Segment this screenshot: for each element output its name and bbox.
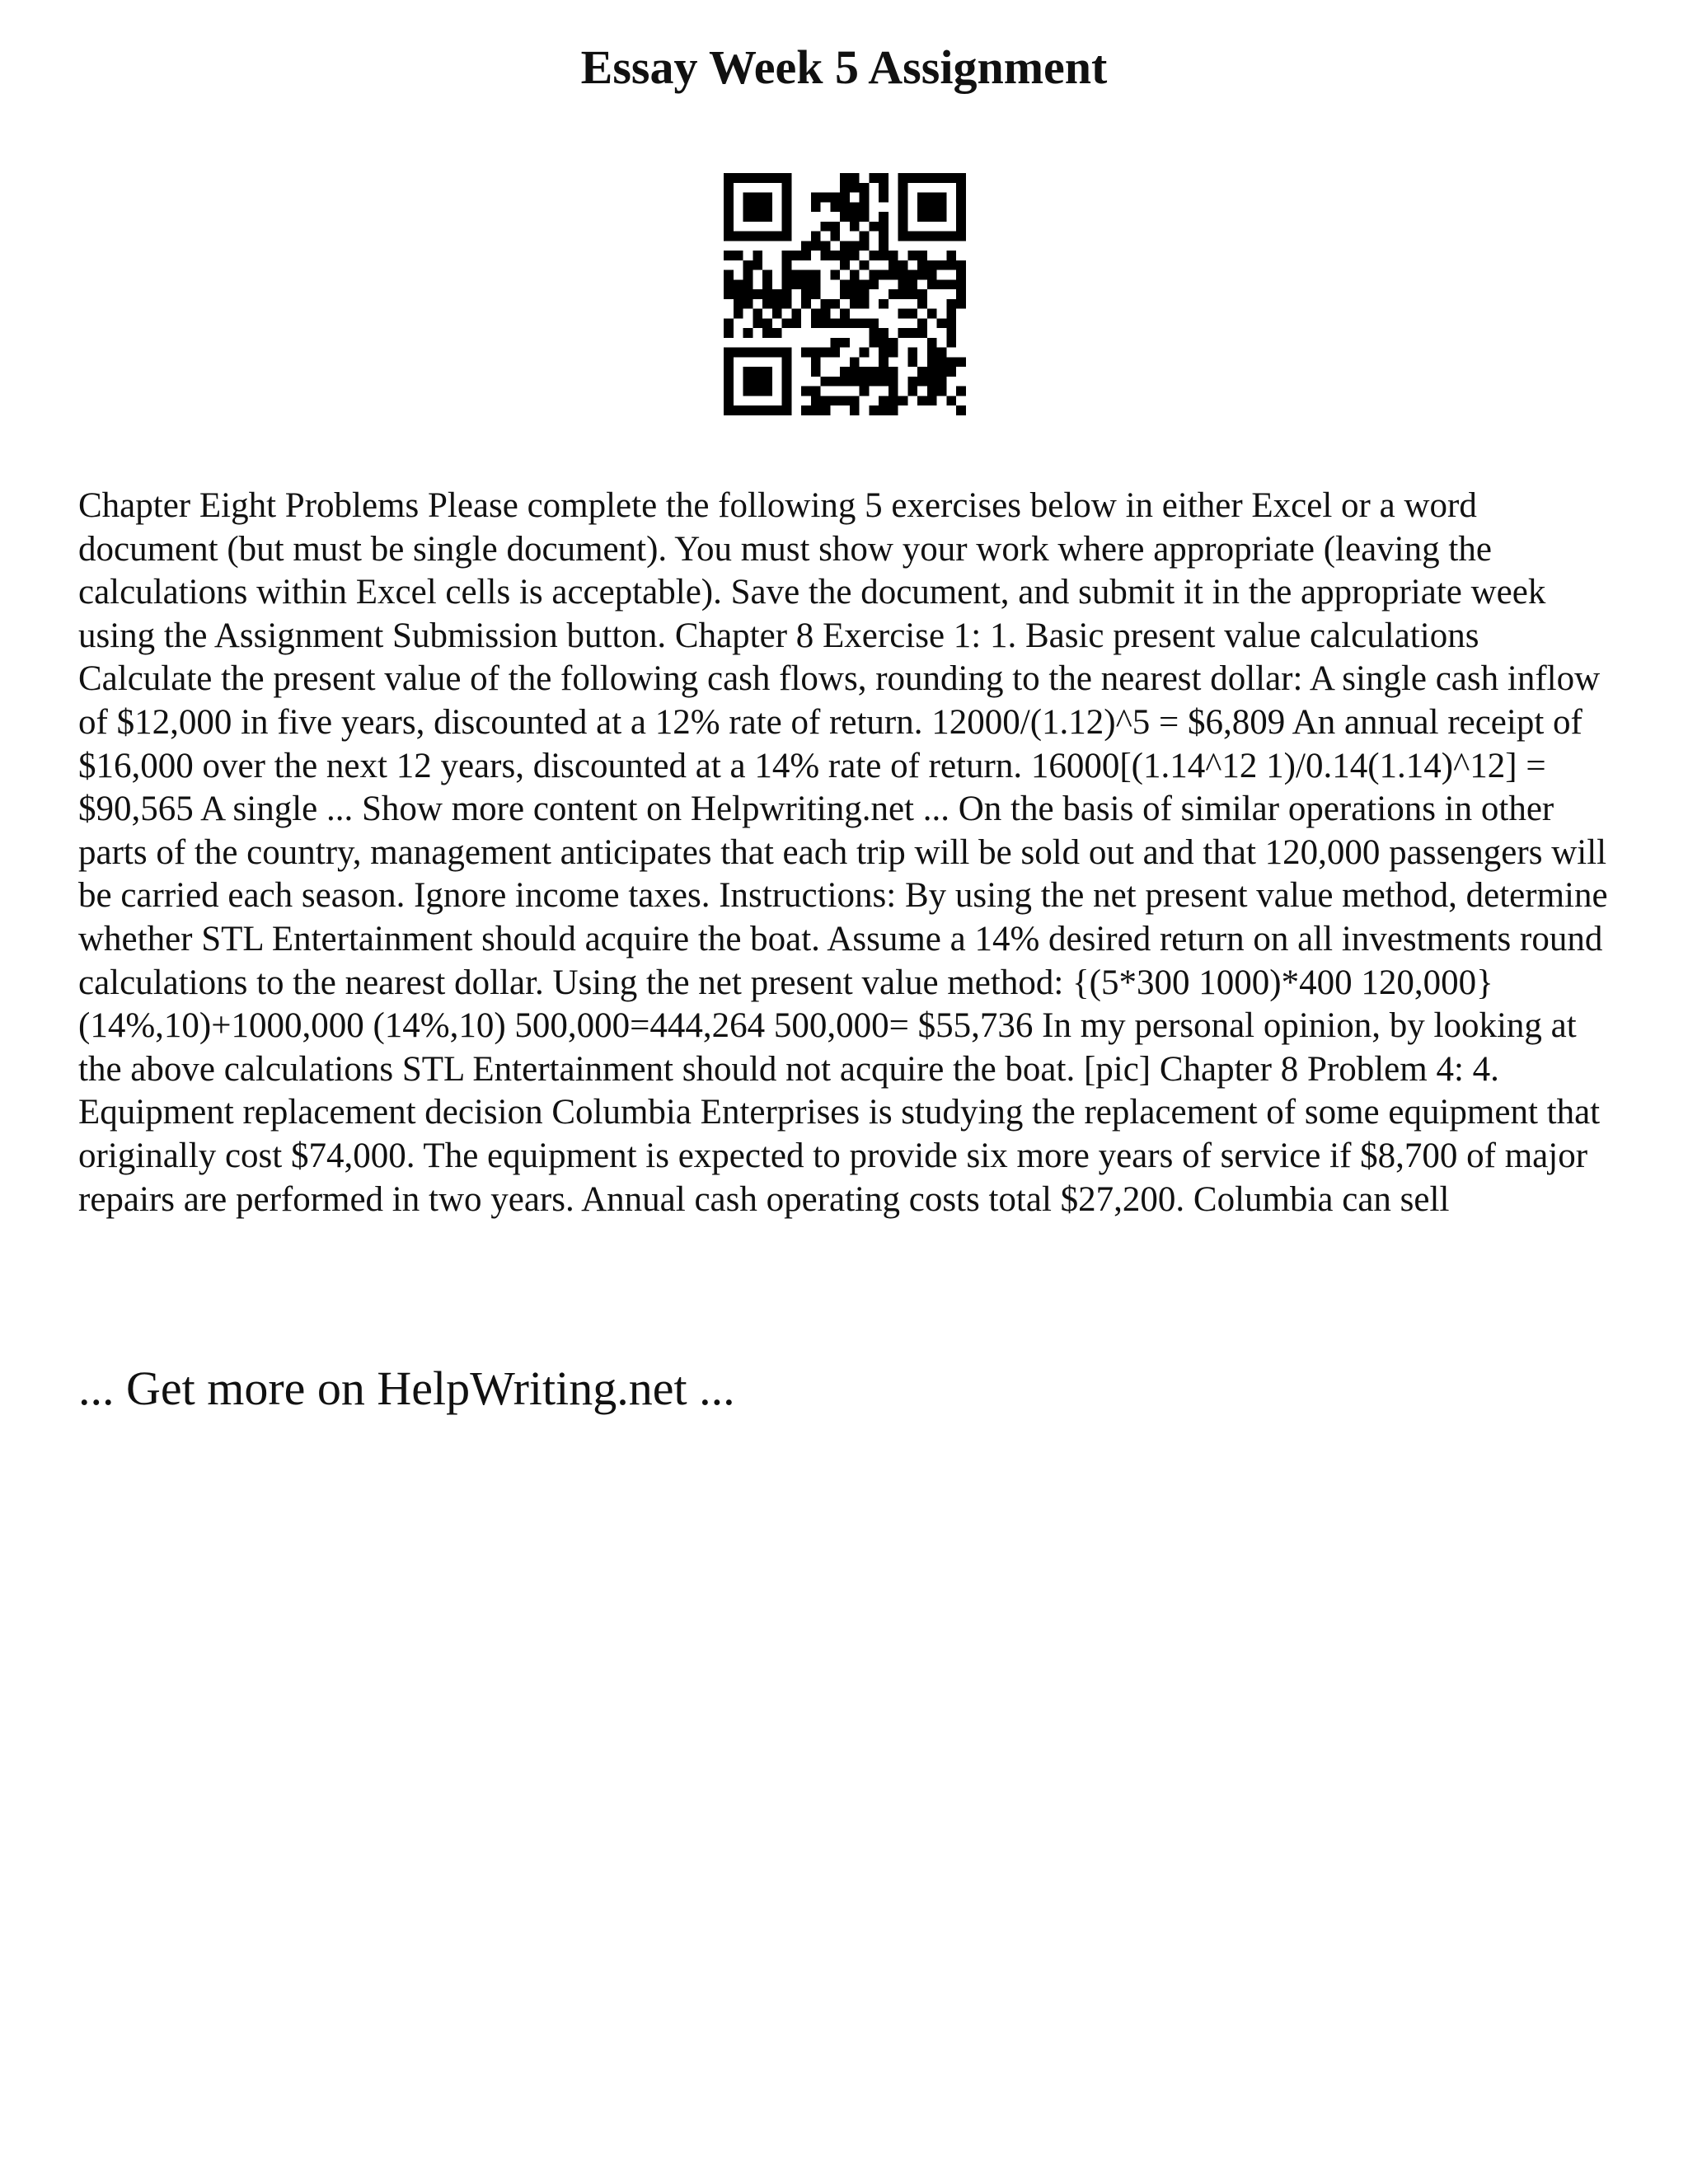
document-title: Essay Week 5 Assignment [580,40,1108,94]
qr-code-icon [724,173,966,415]
document-body-text: Chapter Eight Problems Please complete the following 5 exercises below in either Excel or a word document (but must be single document). You must show your work where appropriate (leaving the calculations within Excel cells is acceptable). Save the document, and submit it in the appropriate week using the Assignment Submission button. Chapter 8 Exercise 1: 1. Basic present value calculations Calculate the present value of the following cash flows, rounding to the nearest dollar: A single cash inflow of $12,000 in five years, discounted at a 12% rate of return. 12000/(1.12)^5 = $6,809 An annual receipt of $16,000 over the next 12 years, discounted at a 14% rate of return. 16000[(1.14^12 1)/0.14(1.14)^12] = $90,565 A single ... Show more content on Helpwriting.net ... On the basis of similar operations in other parts of the country, management anticipates that each trip will be sold out and that 120,000 passengers will be carried each season. Ignore income taxes. Instructions: By using the net present value method, determine whether STL Entertainment should acquire the boat. Assume a 14% desired return on all investments round calculations to the nearest dollar. Using the net present value method: {(5*300 1000)*400 120,000} (14%,10)+1000,000 (14%,10) 500,000=444,264 500,000= $55,736 In my personal opinion, by looking at the above calculations STL Entertainment should not acquire the boat. [pic] Chapter 8 Problem 4: 4. Equipment replacement decision Columbia Enterprises is studying the replacement of some equipment that originally cost $74,000. The equipment is expected to provide six more years of service if $8,700 of major repairs are performed in two years. Annual cash operating costs total $27,200. Columbia can sell [78,486,1608,1219]
get-more-link[interactable]: ... Get more on HelpWriting.net ... [78,1361,735,1415]
